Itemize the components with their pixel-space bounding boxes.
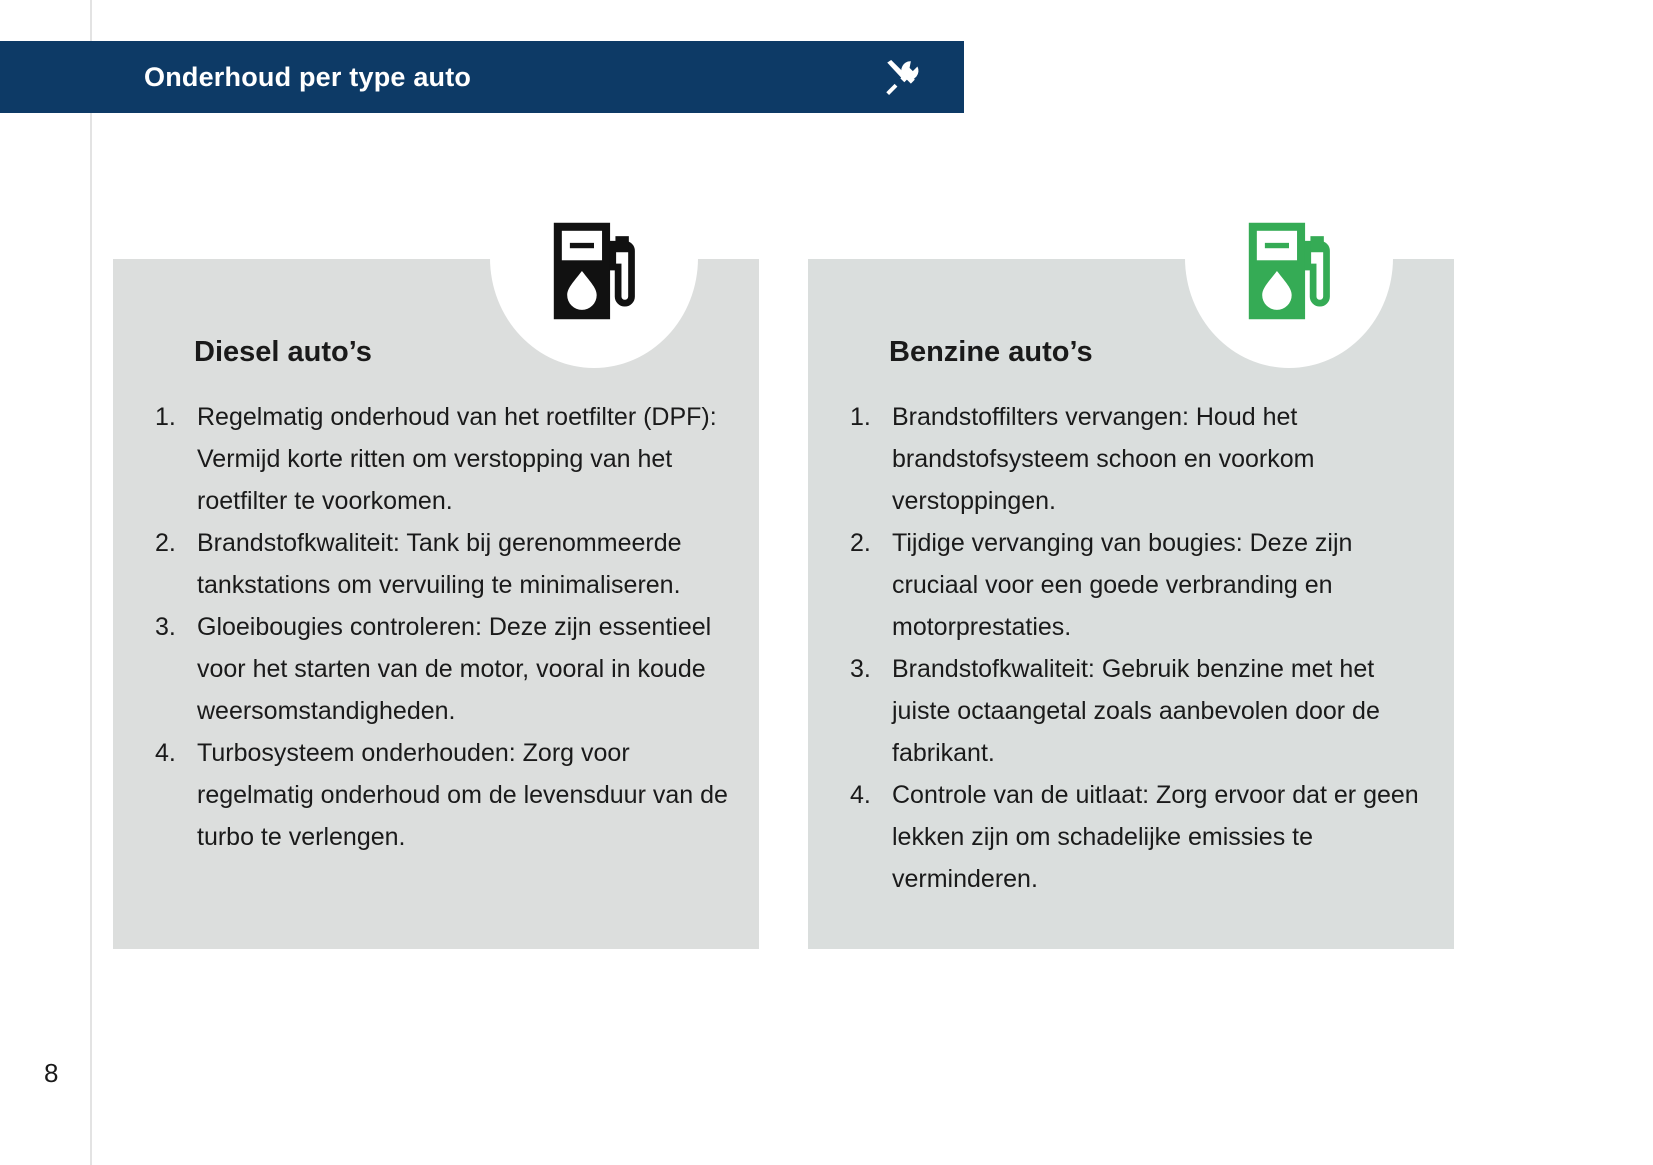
list-item <box>836 774 1432 900</box>
list-item-number: 4. <box>850 781 871 809</box>
list-item <box>836 522 1432 648</box>
list-item <box>141 732 737 858</box>
list-item <box>141 522 737 606</box>
list-item-number: 4. <box>155 739 176 767</box>
list-item-number: 3. <box>155 613 176 641</box>
card-benzine <box>808 259 1454 949</box>
benzine-tips-list <box>836 396 1432 900</box>
card-diesel <box>113 259 759 949</box>
list-item-text: Brandstoffilters vervangen: Houd het brandstofsysteem schoon en voorkom verstoppingen. <box>892 403 1315 515</box>
list-item-number: 3. <box>850 655 871 683</box>
list-item-number: 1. <box>155 403 176 431</box>
list-item-number: 1. <box>850 403 871 431</box>
diesel-tips-list <box>141 396 737 858</box>
page-margin-rule <box>90 0 92 1165</box>
list-item-text: Turbosysteem onderhouden: Zorg voor regelmatig onderhoud om de levensduur van de turbo te verlengen. <box>197 739 728 851</box>
list-item-text: Brandstofkwaliteit: Gebruik benzine met het juiste octaangetal zoals aanbevolen door de fabrikant. <box>892 655 1380 767</box>
list-item-text: Tijdige vervanging van bougies: Deze zijn cruciaal voor een goede verbranding en motorprestaties. <box>892 529 1353 641</box>
fuel-pump-icon <box>1222 204 1356 338</box>
list-item <box>836 648 1432 774</box>
tools-icon <box>882 56 924 98</box>
list-item <box>836 396 1432 522</box>
list-item-number: 2. <box>850 529 871 557</box>
list-item-number: 2. <box>155 529 176 557</box>
card-title-benzine: Benzine auto’s <box>889 336 1093 368</box>
fuel-pump-icon <box>527 204 661 338</box>
list-item-text: Brandstofkwaliteit: Tank bij gerenommeerde tankstations om vervuiling te minimaliseren. <box>197 529 682 599</box>
list-item-text: Gloeibougies controleren: Deze zijn essentieel voor het starten van de motor, vooral in koude weersomstandigheden. <box>197 613 712 725</box>
card-title-diesel: Diesel auto’s <box>194 336 372 368</box>
list-item-text: Controle van de uitlaat: Zorg ervoor dat er geen lekken zijn om schadelijke emissies te verminderen. <box>892 781 1419 893</box>
list-item <box>141 606 737 732</box>
list-item <box>141 396 737 522</box>
page-number: 8 <box>44 1058 59 1088</box>
list-item-text: Regelmatig onderhoud van het roetfilter (DPF): Vermijd korte ritten om verstopping van het roetfilter te voorkomen. <box>197 403 717 515</box>
section-header <box>0 41 964 113</box>
page-title: Onderhoud per type auto <box>144 61 472 92</box>
